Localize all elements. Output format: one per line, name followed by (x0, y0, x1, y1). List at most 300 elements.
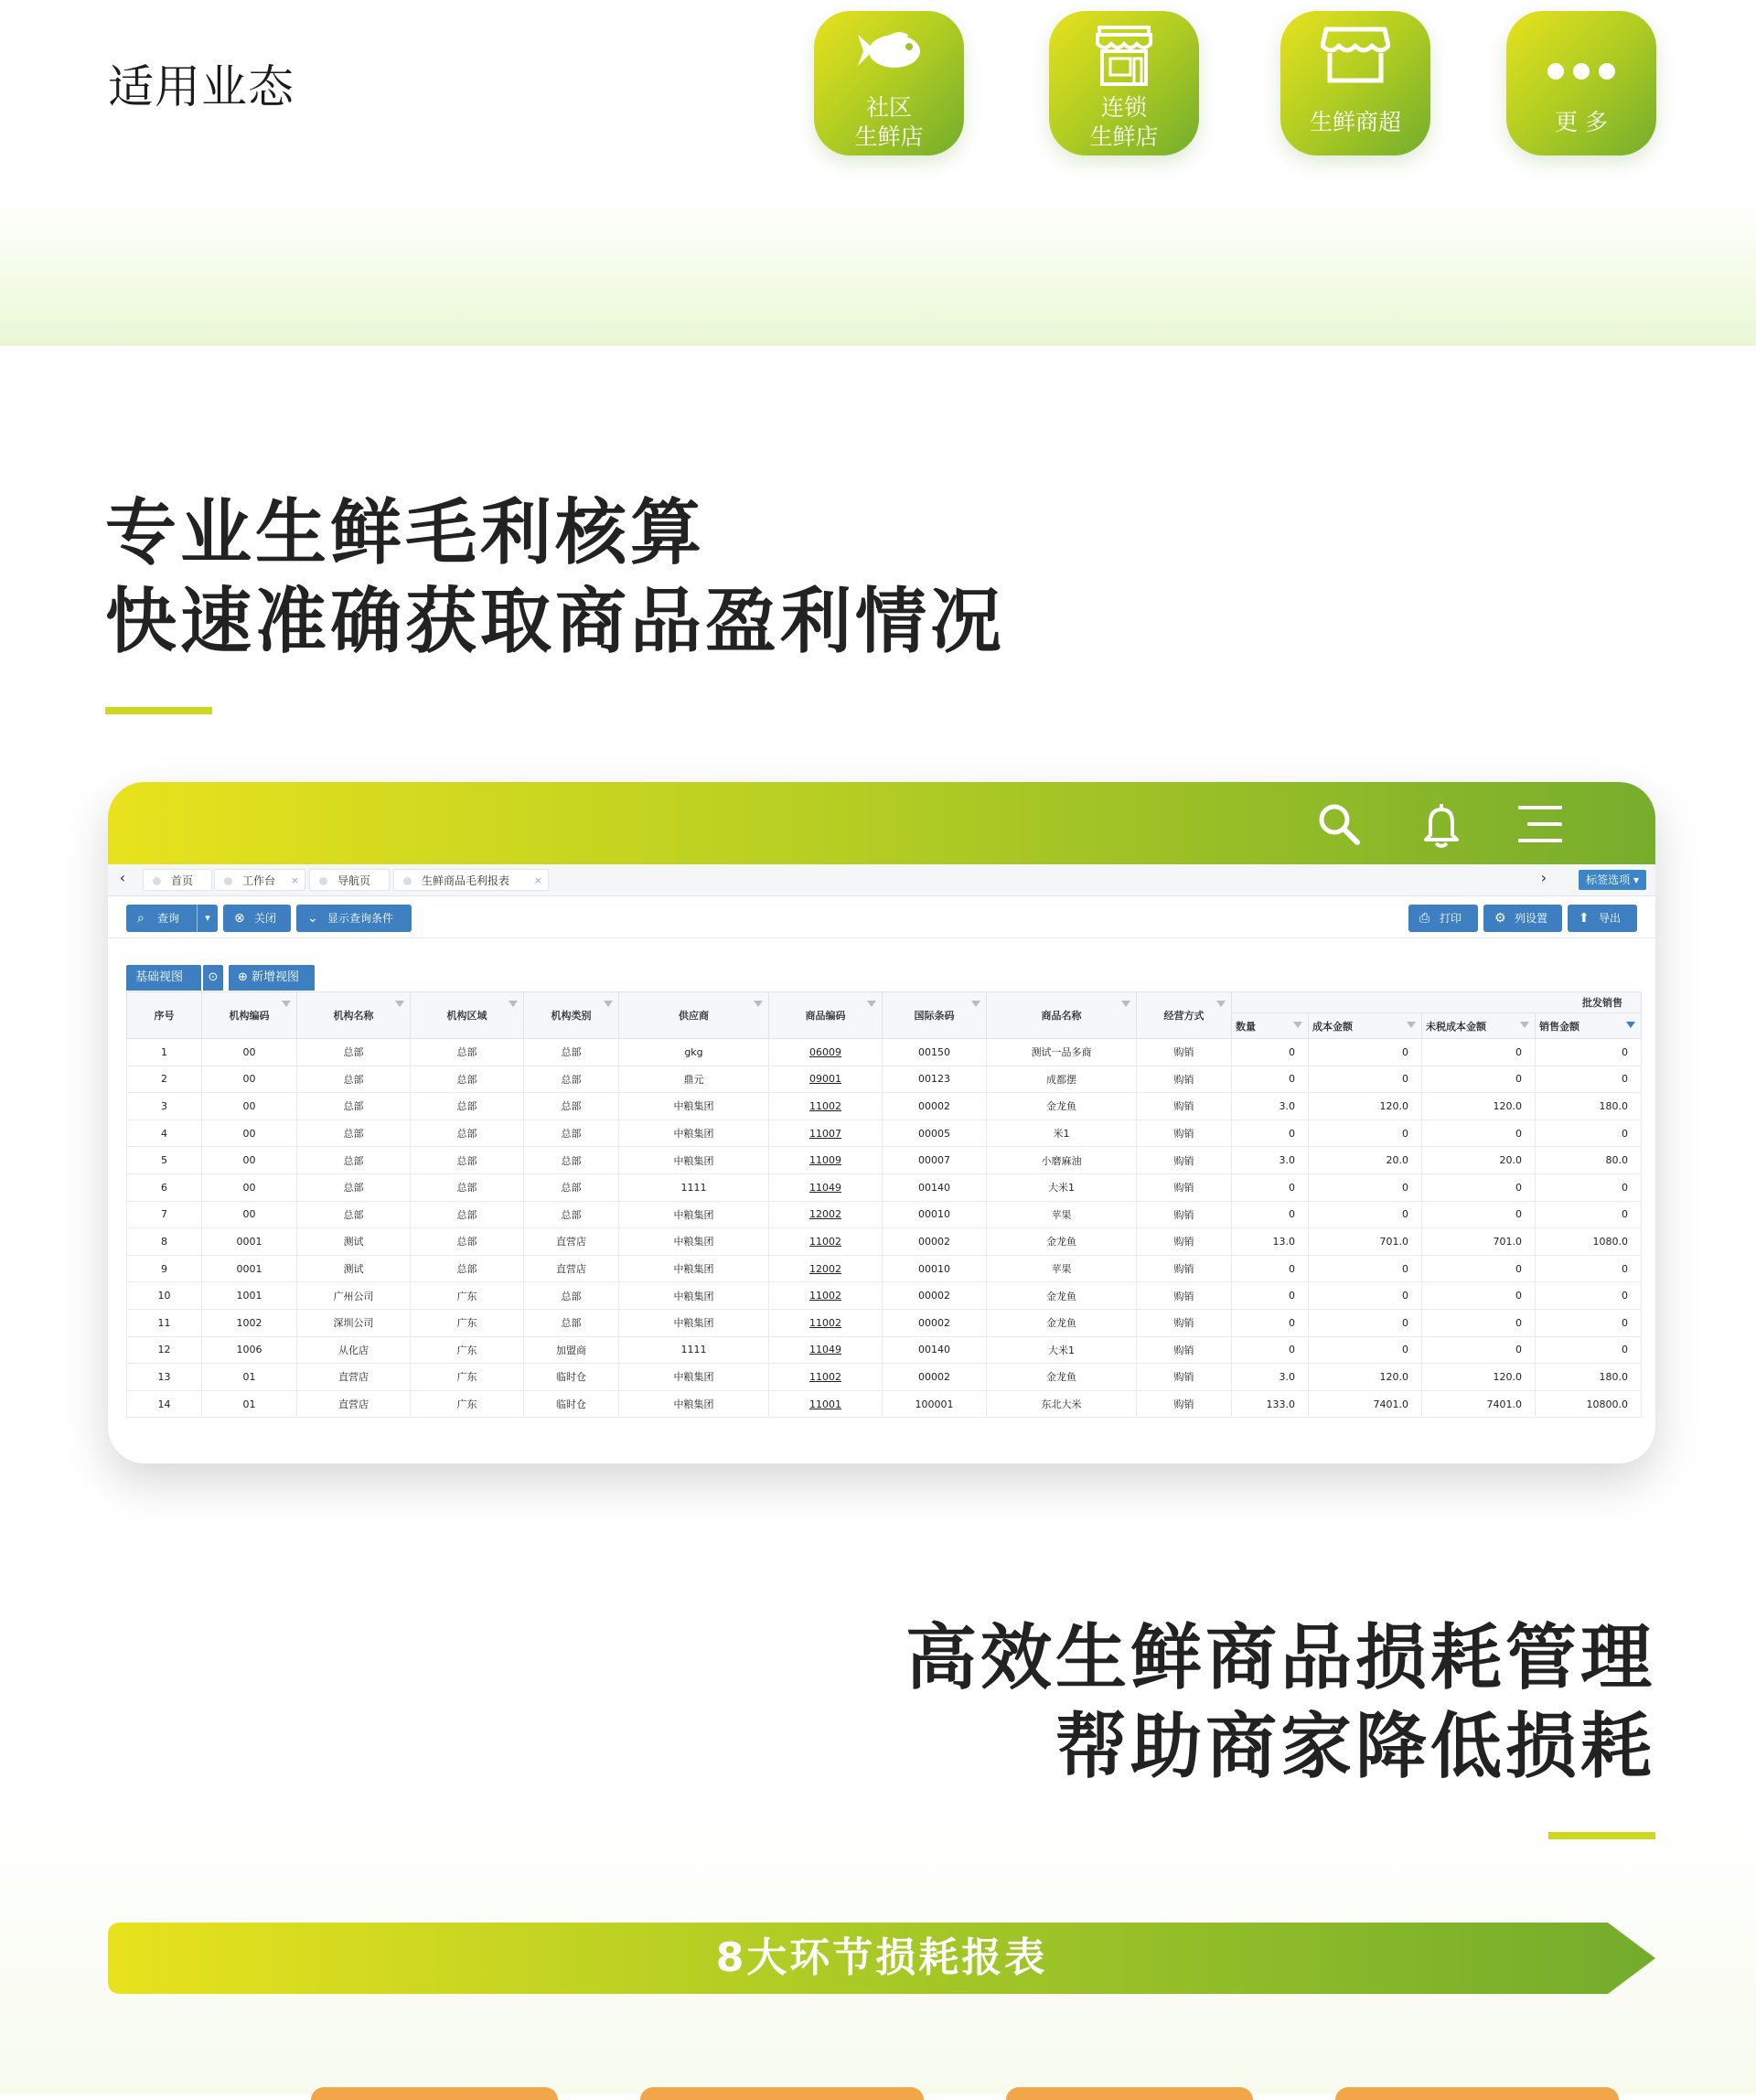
table-cell: 中粮集团 (619, 1228, 769, 1256)
section2-headline-line1: 高效生鲜商品损耗管理 (905, 1617, 1655, 1699)
table-cell[interactable]: 11049 (769, 1336, 883, 1364)
table-cell: 总部 (297, 1201, 411, 1228)
table-row[interactable] (127, 1228, 1642, 1256)
table-cell: 7401.0 (1309, 1390, 1422, 1418)
tag-peek (311, 2087, 558, 2100)
plus-circle-icon: ⊕ (238, 970, 252, 984)
table-cell[interactable]: 12002 (769, 1201, 883, 1228)
col-header-org-type[interactable] (524, 992, 619, 1039)
more-dots-icon (1545, 60, 1618, 82)
table-row[interactable] (127, 1255, 1642, 1282)
table-cell: 00007 (883, 1147, 987, 1174)
tab-base-view[interactable]: 基础视图 (126, 965, 201, 991)
format-label-line1: 社区 (865, 94, 912, 121)
table-cell: 购销 (1137, 1309, 1232, 1336)
table-cell: 金龙鱼 (987, 1093, 1137, 1120)
table-cell: 00 (202, 1201, 297, 1228)
tabs-scroll-right-icon[interactable]: › (1540, 869, 1547, 886)
table-cell[interactable]: 06009 (769, 1039, 883, 1066)
table-cell: 0 (1309, 1255, 1422, 1282)
table-cell: 广东 (411, 1282, 524, 1310)
table-cell: 00002 (883, 1364, 987, 1391)
table-cell: 701.0 (1422, 1228, 1536, 1256)
table-cell: 3.0 (1232, 1093, 1309, 1120)
col-header-business-mode[interactable] (1137, 992, 1232, 1039)
tab-options-button[interactable]: 标签选项 ▾ (1579, 870, 1646, 890)
column-settings-label: 列设置 (1515, 912, 1548, 925)
banner-text: 8大环节损耗报表 (715, 1934, 1048, 1981)
table-cell: 购销 (1137, 1282, 1232, 1310)
table-cell: 5 (127, 1147, 202, 1174)
table-cell[interactable]: 12002 (769, 1255, 883, 1282)
table-cell[interactable]: 11009 (769, 1147, 883, 1174)
col-header-label: 经营方式 (1163, 1010, 1205, 1022)
table-cell: 测试 (297, 1255, 411, 1282)
table-cell: 20.0 (1309, 1147, 1422, 1174)
table-cell: 0 (1232, 1201, 1309, 1228)
gross-profit-table (126, 991, 1641, 1449)
table-cell: 总部 (411, 1039, 524, 1066)
col-group-wholesale (1232, 992, 1642, 1013)
table-cell: 苹果 (987, 1201, 1137, 1228)
table-cell: 00123 (883, 1066, 987, 1093)
table-cell: 总部 (524, 1309, 619, 1336)
loss-report-banner (108, 1923, 1655, 1994)
table-cell: 120.0 (1309, 1364, 1422, 1391)
filter-icon[interactable] (1121, 1001, 1130, 1007)
table-cell[interactable]: 11002 (769, 1282, 883, 1310)
table-cell: 7401.0 (1422, 1390, 1536, 1418)
table-cell: 大米1 (987, 1173, 1137, 1201)
gear-icon: ⚙ (1494, 911, 1506, 926)
table-cell: 总部 (524, 1066, 619, 1093)
table-cell: 总部 (524, 1147, 619, 1174)
table-cell: 0 (1309, 1039, 1422, 1066)
chevron-down-icon: ⌄ (307, 911, 318, 926)
table-cell: 0 (1536, 1039, 1642, 1066)
supermarket-awning-icon (1321, 26, 1390, 86)
table-cell: 测试一品多商 (987, 1039, 1137, 1066)
table-cell: gkg (619, 1039, 769, 1066)
filter-icon[interactable] (604, 1001, 613, 1007)
table-body (127, 1039, 1642, 1418)
table-cell: 总部 (297, 1173, 411, 1201)
table-cell: 总部 (297, 1147, 411, 1174)
table-cell: 12 (127, 1336, 202, 1364)
table-cell: 180.0 (1536, 1364, 1642, 1391)
filter-icon[interactable] (1216, 1001, 1226, 1007)
table-row[interactable] (127, 1066, 1642, 1093)
table-row[interactable] (127, 1201, 1642, 1228)
format-card-community[interactable] (814, 11, 964, 155)
table-cell[interactable]: 09001 (769, 1066, 883, 1093)
table-cell: 总部 (297, 1066, 411, 1093)
table-cell: 0 (1309, 1066, 1422, 1093)
menu-icon[interactable] (1515, 798, 1566, 850)
col-header-org-code[interactable] (202, 992, 297, 1039)
table-cell: 小磨麻油 (987, 1147, 1137, 1174)
table-cell: 0 (1309, 1173, 1422, 1201)
format-card-chain[interactable] (1049, 11, 1199, 155)
format-card-more[interactable] (1506, 11, 1656, 155)
table-cell: 0 (1536, 1336, 1642, 1364)
tab-gross-profit-report[interactable] (393, 869, 549, 891)
col-header-label: 成本金额 (1312, 1020, 1353, 1033)
add-view-button[interactable] (229, 965, 315, 991)
table-cell: 0 (1309, 1201, 1422, 1228)
tab-label: 生鲜商品毛利报表 (422, 874, 510, 887)
table-cell: 总部 (524, 1093, 619, 1120)
format-label-line1: 连锁 (1100, 94, 1147, 121)
table-cell: 总部 (411, 1147, 524, 1174)
show-conditions-label: 显示查询条件 (327, 912, 394, 925)
table-cell: 00 (202, 1147, 297, 1174)
table-cell: 00010 (883, 1255, 987, 1282)
table-cell: 总部 (524, 1039, 619, 1066)
col-header-product-name[interactable] (987, 992, 1137, 1039)
close-icon[interactable]: × (290, 874, 299, 886)
col-header-quantity[interactable] (1232, 1013, 1309, 1039)
format-label-line2: 更 多 (1555, 109, 1608, 135)
table-cell: 总部 (411, 1201, 524, 1228)
filter-icon[interactable] (1293, 1022, 1302, 1028)
print-button[interactable] (1408, 905, 1478, 932)
table-cell: 中粮集团 (619, 1282, 769, 1310)
table-cell: 0001 (202, 1255, 297, 1282)
table-cell: 0 (1536, 1201, 1642, 1228)
table-cell: 0 (1232, 1173, 1309, 1201)
table-row[interactable] (127, 1309, 1642, 1336)
col-header-label: 供应商 (679, 1010, 709, 1022)
table-cell: 中粮集团 (619, 1147, 769, 1174)
table-cell: 0 (1309, 1309, 1422, 1336)
col-header-seq[interactable] (127, 992, 202, 1039)
table-cell: 鼎元 (619, 1066, 769, 1093)
format-label-line2: 生鲜店 (1089, 123, 1159, 150)
view-dropdown-icon[interactable]: ⊙ (203, 965, 223, 991)
table-cell: 中粮集团 (619, 1120, 769, 1147)
col-header-sales[interactable] (1536, 1013, 1642, 1039)
table-cell: 00 (202, 1120, 297, 1147)
table-cell: 购销 (1137, 1066, 1232, 1093)
table-row[interactable] (127, 1364, 1642, 1391)
table-row[interactable] (127, 1147, 1642, 1174)
col-header-label: 商品名称 (1041, 1010, 1082, 1022)
col-header-supplier[interactable] (619, 992, 769, 1039)
table-cell: 金龙鱼 (987, 1309, 1137, 1336)
tab-label: 工作台 (242, 874, 276, 887)
section1-headline-line2: 快速准确获取商品盈利情况 (105, 581, 1006, 663)
tab-navigation[interactable] (309, 869, 390, 891)
search-icon: ⌕ (137, 911, 145, 926)
col-header-org-region[interactable] (411, 992, 524, 1039)
table-cell: 00140 (883, 1336, 987, 1364)
table-cell: 直营店 (524, 1255, 619, 1282)
query-label: 查询 (157, 912, 180, 925)
table-cell: 中粮集团 (619, 1255, 769, 1282)
table-cell: 总部 (411, 1228, 524, 1256)
col-header-product-code[interactable] (769, 992, 883, 1039)
table-cell: 直营店 (524, 1228, 619, 1256)
show-conditions-button[interactable] (296, 905, 412, 932)
filter-icon[interactable] (1520, 1022, 1529, 1028)
table-cell: 总部 (297, 1120, 411, 1147)
section1-headline-line1: 专业生鲜毛利核算 (105, 492, 706, 574)
table-cell: 20.0 (1422, 1147, 1536, 1174)
filter-icon[interactable] (282, 1001, 291, 1007)
table-cell: 购销 (1137, 1364, 1232, 1391)
table-row[interactable] (127, 1173, 1642, 1201)
table-cell: 广东 (411, 1364, 524, 1391)
col-header-label: 序号 (154, 1010, 175, 1022)
table-cell: 广东 (411, 1390, 524, 1418)
table-row[interactable] (127, 1120, 1642, 1147)
table-cell: 0 (1422, 1255, 1536, 1282)
table-cell[interactable]: 11007 (769, 1120, 883, 1147)
table-cell: 3 (127, 1093, 202, 1120)
table-cell: 01 (202, 1364, 297, 1391)
table-cell: 直营店 (297, 1390, 411, 1418)
tag-peek (1006, 2087, 1253, 2100)
tag-peek (1335, 2087, 1619, 2100)
table-cell: 深圳公司 (297, 1309, 411, 1336)
table-row[interactable] (127, 1282, 1642, 1310)
table-cell: 米1 (987, 1120, 1137, 1147)
section2-underline (1548, 1832, 1655, 1839)
table-cell: 0 (1536, 1309, 1642, 1336)
table-cell: 0 (1422, 1066, 1536, 1093)
table-cell: 直营店 (297, 1364, 411, 1391)
table-cell[interactable]: 11001 (769, 1390, 883, 1418)
table-cell: 14 (127, 1390, 202, 1418)
format-label-line2: 生鲜商超 (1309, 109, 1401, 135)
table-row[interactable] (127, 1093, 1642, 1120)
fish-icon (854, 29, 924, 73)
table-cell: 临时仓 (524, 1364, 619, 1391)
table-cell: 东北大米 (987, 1390, 1137, 1418)
col-header-cost[interactable] (1309, 1013, 1422, 1039)
table-cell: 00002 (883, 1309, 987, 1336)
table-cell: 总部 (297, 1039, 411, 1066)
add-view-label: 新增视图 (252, 970, 300, 984)
section1-underline (105, 707, 212, 714)
table-cell: 广东 (411, 1336, 524, 1364)
table-cell: 从化店 (297, 1336, 411, 1364)
col-header-label: 商品编码 (805, 1010, 846, 1022)
table-cell: 中粮集团 (619, 1364, 769, 1391)
col-header-cost-pretax[interactable] (1422, 1013, 1536, 1039)
table-row[interactable] (127, 1336, 1642, 1364)
table-cell: 0 (1536, 1066, 1642, 1093)
table-cell: 0 (1309, 1336, 1422, 1364)
bell-icon[interactable] (1416, 798, 1467, 850)
column-settings-button[interactable] (1483, 905, 1562, 932)
table-cell[interactable]: 11049 (769, 1173, 883, 1201)
table-cell: 购销 (1137, 1093, 1232, 1120)
table-cell: 01 (202, 1390, 297, 1418)
table-cell: 1001 (202, 1282, 297, 1310)
col-header-label: 机构编码 (229, 1010, 270, 1022)
table-cell: 7 (127, 1201, 202, 1228)
table-cell: 0 (1232, 1282, 1309, 1310)
table-cell: 测试 (297, 1228, 411, 1256)
table-cell: 6 (127, 1173, 202, 1201)
table-cell: 1080.0 (1536, 1228, 1642, 1256)
table-cell: 10 (127, 1282, 202, 1310)
tab-label: 首页 (171, 874, 194, 887)
applicable-formats-title: 适用业态 (108, 60, 294, 113)
table-cell: 00 (202, 1066, 297, 1093)
filter-icon[interactable] (395, 1001, 404, 1007)
table-cell: 购销 (1137, 1039, 1232, 1066)
search-icon[interactable] (1313, 798, 1365, 850)
table-cell: 金龙鱼 (987, 1228, 1137, 1256)
col-header-label: 数量 (1236, 1020, 1256, 1033)
close-label: 关闭 (254, 912, 277, 925)
upload-arrow-icon: ⬆ (1579, 911, 1590, 926)
table-cell: 13.0 (1232, 1228, 1309, 1256)
table-cell: 1111 (619, 1336, 769, 1364)
table-cell: 133.0 (1232, 1390, 1309, 1418)
export-button[interactable] (1568, 905, 1637, 932)
table-cell: 0 (1232, 1336, 1309, 1364)
filter-icon[interactable] (1626, 1022, 1635, 1028)
table-cell: 购销 (1137, 1255, 1232, 1282)
table-cell: 10800.0 (1536, 1390, 1642, 1418)
table-cell: 0 (1232, 1120, 1309, 1147)
table-cell: 120.0 (1422, 1093, 1536, 1120)
table-cell: 0 (1422, 1282, 1536, 1310)
table-cell: 00 (202, 1173, 297, 1201)
table-cell: 购销 (1137, 1201, 1232, 1228)
table-cell: 总部 (411, 1255, 524, 1282)
table-cell: 中粮集团 (619, 1201, 769, 1228)
table-cell[interactable]: 11002 (769, 1228, 883, 1256)
table-cell: 00005 (883, 1120, 987, 1147)
table-row[interactable] (127, 1390, 1642, 1418)
table-cell: 120.0 (1309, 1093, 1422, 1120)
table-cell: 00140 (883, 1173, 987, 1201)
tab-home[interactable] (143, 869, 212, 891)
table-cell: 总部 (524, 1173, 619, 1201)
format-card-supermarket[interactable] (1280, 11, 1430, 155)
table-cell: 总部 (297, 1093, 411, 1120)
table-cell: 0 (1309, 1282, 1422, 1310)
table-cell: 总部 (411, 1120, 524, 1147)
table-cell: 0 (1536, 1255, 1642, 1282)
table-cell: 100001 (883, 1390, 987, 1418)
table-cell: 广州公司 (297, 1282, 411, 1310)
table-cell: 0 (1232, 1039, 1309, 1066)
table-cell: 80.0 (1536, 1147, 1642, 1174)
table-cell: 00150 (883, 1039, 987, 1066)
close-button[interactable] (223, 905, 291, 932)
table-row[interactable] (127, 1039, 1642, 1066)
table-cell: 00002 (883, 1228, 987, 1256)
report-app-window (108, 782, 1655, 1463)
table-cell: 00 (202, 1093, 297, 1120)
table-cell: 购销 (1137, 1390, 1232, 1418)
table-cell: 苹果 (987, 1255, 1137, 1282)
table-cell: 00002 (883, 1093, 987, 1120)
tab-dot-icon (403, 877, 412, 885)
table-cell: 0 (1422, 1201, 1536, 1228)
filter-icon[interactable] (1407, 1022, 1416, 1028)
table-cell: 购销 (1137, 1147, 1232, 1174)
table-cell: 成都摆 (987, 1066, 1137, 1093)
table-cell: 总部 (411, 1093, 524, 1120)
table-cell: 0 (1232, 1066, 1309, 1093)
table-cell[interactable]: 11002 (769, 1364, 883, 1391)
table-cell: 总部 (524, 1282, 619, 1310)
table-cell: 购销 (1137, 1228, 1232, 1256)
filter-icon[interactable] (971, 1001, 980, 1007)
table-cell: 1 (127, 1039, 202, 1066)
filter-icon[interactable] (867, 1001, 876, 1007)
table-cell: 0 (1422, 1120, 1536, 1147)
col-header-label: 机构类别 (551, 1010, 592, 1022)
table-cell: 00 (202, 1039, 297, 1066)
table-cell: 0 (1422, 1336, 1536, 1364)
format-label-line2: 生鲜店 (854, 123, 924, 150)
table-cell: 加盟商 (524, 1336, 619, 1364)
table-cell: 中粮集团 (619, 1093, 769, 1120)
table-cell: 广东 (411, 1309, 524, 1336)
tab-dot-icon (224, 877, 232, 885)
table-cell[interactable]: 11002 (769, 1093, 883, 1120)
table-cell: 总部 (411, 1173, 524, 1201)
filter-icon[interactable] (509, 1001, 518, 1007)
tag-peek (640, 2087, 924, 2100)
table-cell: 0 (1536, 1282, 1642, 1310)
tab-label: 导航页 (337, 874, 371, 887)
close-icon[interactable]: × (533, 874, 542, 886)
table-cell: 中粮集团 (619, 1390, 769, 1418)
chevron-down-icon[interactable]: ▾ (197, 905, 218, 932)
table-cell: 13 (127, 1364, 202, 1391)
storefront-icon (1094, 24, 1154, 88)
table-cell: 0 (1422, 1309, 1536, 1336)
tabs-scroll-left-icon[interactable]: ‹ (119, 869, 126, 886)
table-cell: 0 (1422, 1173, 1536, 1201)
table-cell[interactable]: 11002 (769, 1309, 883, 1336)
table-cell: 00010 (883, 1201, 987, 1228)
table-cell: 3.0 (1232, 1147, 1309, 1174)
table-cell: 金龙鱼 (987, 1282, 1137, 1310)
report-toolbar (108, 897, 1655, 938)
col-header-label: 未税成本金额 (1426, 1020, 1486, 1033)
tab-workbench[interactable] (214, 869, 305, 891)
table-cell: 4 (127, 1120, 202, 1147)
print-label: 打印 (1440, 912, 1462, 925)
query-button[interactable] (126, 905, 218, 932)
table-cell: 总部 (524, 1201, 619, 1228)
table-cell: 购销 (1137, 1120, 1232, 1147)
col-header-org-name[interactable] (297, 992, 411, 1039)
col-header-label: 销售金额 (1539, 1020, 1579, 1033)
table-cell: 0 (1422, 1039, 1536, 1066)
col-header-barcode[interactable] (883, 992, 987, 1039)
printer-icon: ⎙ (1419, 911, 1430, 926)
table-cell: 3.0 (1232, 1364, 1309, 1391)
table-cell: 总部 (411, 1066, 524, 1093)
table-cell: 1002 (202, 1309, 297, 1336)
table-cell: 0 (1309, 1120, 1422, 1147)
table-cell: 1006 (202, 1336, 297, 1364)
filter-icon[interactable] (754, 1001, 763, 1007)
table-cell: 购销 (1137, 1173, 1232, 1201)
table-cell: 1111 (619, 1173, 769, 1201)
